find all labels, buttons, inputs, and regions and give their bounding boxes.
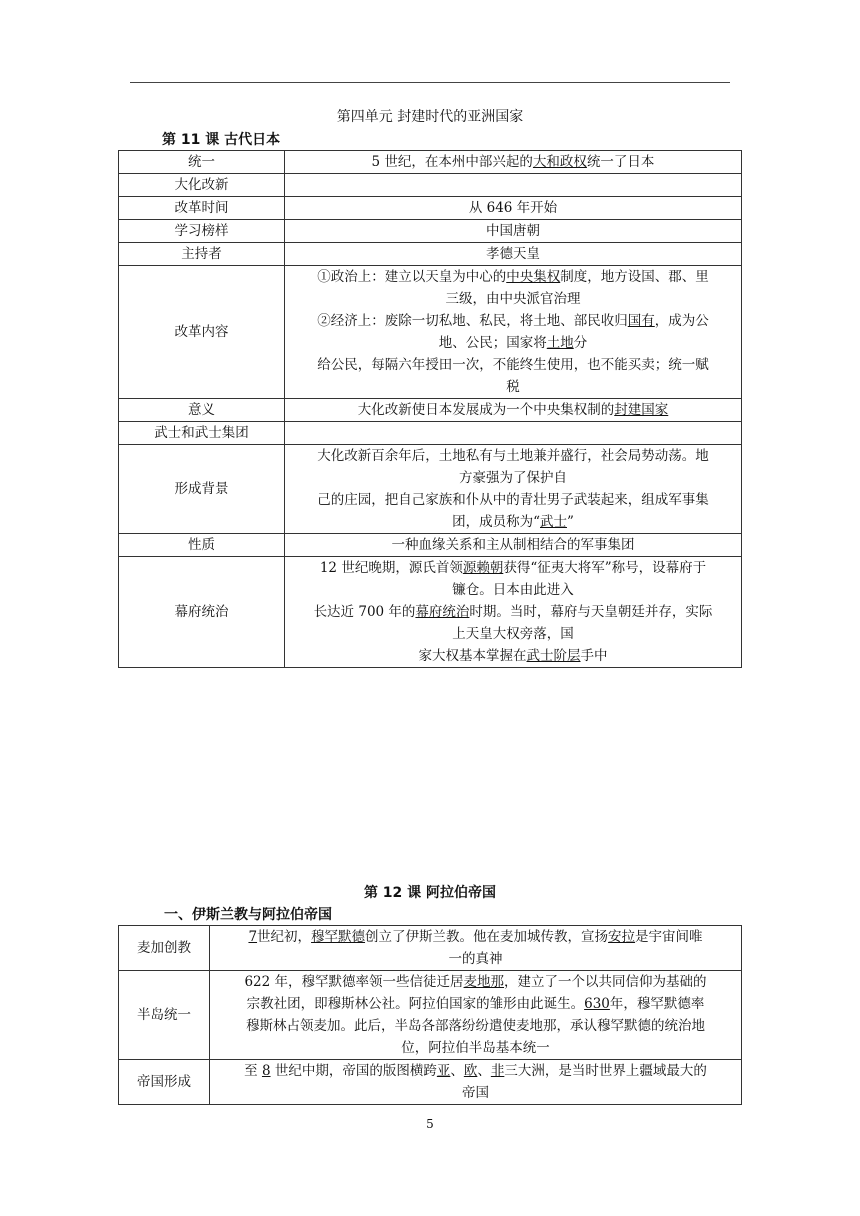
row-key: 半岛统一 bbox=[119, 971, 210, 1060]
row-value: 大化改新百余年后，土地私有与土地兼并盛行，社会局势动荡。地 方豪强为了保护自 己的庄园，把自己家族和仆从中的青壮男子武装起来，组成军事集 团，成员称为“武士” bbox=[285, 445, 742, 534]
table-row bbox=[119, 1060, 742, 1105]
table-row bbox=[119, 243, 742, 266]
section-title: 一、伊斯兰教与阿拉伯帝国 bbox=[164, 907, 332, 923]
underlined-term: 欧 bbox=[463, 1063, 478, 1079]
lesson-12-title: 第 12 课 阿拉伯帝国 bbox=[363, 885, 497, 901]
row-value: 至 8 世纪中期，帝国的版图横跨亚、欧、非三大洲，是当时世界上疆域最大的 帝国 bbox=[210, 1060, 742, 1105]
underlined-term: 封建国家 bbox=[614, 402, 669, 418]
underlined-term: 幕府统治 bbox=[415, 604, 470, 620]
row-key: 性质 bbox=[119, 534, 285, 557]
table-row bbox=[119, 197, 742, 220]
underlined-term: 麦地那 bbox=[463, 974, 505, 990]
table-row bbox=[119, 266, 742, 399]
row-value: 7世纪初，穆罕默德创立了伊斯兰教。他在麦加城传教，宣扬安拉是宇宙间唯 一的真神 bbox=[210, 926, 742, 971]
underlined-term: 亚 bbox=[436, 1063, 451, 1079]
row-key: 武士和武士集团 bbox=[119, 422, 285, 445]
underlined-term: 8 bbox=[261, 1063, 271, 1079]
row-value bbox=[285, 422, 742, 445]
table-row bbox=[119, 422, 742, 445]
unit-title: 第四单元 封建时代的亚洲国家 bbox=[336, 109, 524, 125]
table-row bbox=[119, 445, 742, 534]
row-value: 一种血缘关系和主从制相结合的军事集团 bbox=[285, 534, 742, 557]
table-row bbox=[119, 399, 742, 422]
underlined-term: 安拉 bbox=[608, 929, 636, 945]
underlined-term: 武士阶层 bbox=[526, 648, 581, 664]
underlined-term: 大和政权 bbox=[532, 154, 587, 170]
row-value: 大化改新使日本发展成为一个中央集权制的封建国家 bbox=[285, 399, 742, 422]
row-value: 5 世纪，在本州中部兴起的大和政权统一了日本 bbox=[285, 151, 742, 174]
underlined-term: 国有 bbox=[627, 313, 655, 329]
underlined-term: 非 bbox=[490, 1063, 505, 1079]
table-row bbox=[119, 174, 742, 197]
lesson-11-title: 第 11 课 古代日本 bbox=[162, 132, 281, 148]
row-value: 12 世纪晚期，源氏首领源赖朝获得“征夷大将军”称号，设幕府于 镰仓。日本由此进入 长达近 700 年的幕府统治时期。当时，幕府与天皇朝廷并存，实际 上天皇大权旁落，国 家大权基本掌握在武士阶层手中 bbox=[285, 557, 742, 668]
underlined-term: 土地 bbox=[546, 335, 574, 351]
underlined-term: 穆罕默德 bbox=[311, 929, 366, 945]
page-number: 5 bbox=[426, 1117, 434, 1131]
row-key: 主持者 bbox=[119, 243, 285, 266]
row-key: 帝国形成 bbox=[119, 1060, 210, 1105]
table-row bbox=[119, 151, 742, 174]
row-key: 形成背景 bbox=[119, 445, 285, 534]
table-row bbox=[119, 220, 742, 243]
row-value: 中国唐朝 bbox=[285, 220, 742, 243]
row-key: 学习榜样 bbox=[119, 220, 285, 243]
underlined-term: 武士 bbox=[540, 514, 567, 530]
table-row bbox=[119, 926, 742, 971]
row-key: 麦加创教 bbox=[119, 926, 210, 971]
header-rule bbox=[130, 82, 730, 83]
row-value: 622 年，穆罕默德率领一些信徒迁居麦地那，建立了一个以共同信仰为基础的 宗教社团，即穆斯林公社。阿拉伯国家的雏形由此诞生。630年，穆罕默德率 穆斯林占领麦加。此后，半岛各部落纷纷遣使麦地那，承认穆罕默德的统治地 位，阿拉伯半岛基本统一 bbox=[210, 971, 742, 1060]
underlined-term: 630 bbox=[584, 996, 610, 1012]
row-value: 孝德天皇 bbox=[285, 243, 742, 266]
row-value: ①政治上：建立以天皇为中心的中央集权制度，地方设国、郡、里 三级，由中央派官治理 ②经济上：废除一切私地、私民，将土地、部民收归国有，成为公 地、公民；国家将土地分 给公民，每隔六年授田一次，不能终生使用，也不能买卖；统一赋 税 bbox=[285, 266, 742, 399]
table-row bbox=[119, 971, 742, 1060]
row-key: 改革内容 bbox=[119, 266, 285, 399]
row-key: 意义 bbox=[119, 399, 285, 422]
row-key: 改革时间 bbox=[119, 197, 285, 220]
row-key: 大化改新 bbox=[119, 174, 285, 197]
table-row bbox=[119, 557, 742, 668]
row-value bbox=[285, 174, 742, 197]
row-key: 幕府统治 bbox=[119, 557, 285, 668]
underlined-term: 源赖朝 bbox=[462, 560, 504, 576]
row-key: 统一 bbox=[119, 151, 285, 174]
lesson-12-table bbox=[118, 925, 742, 1105]
row-value: 从 646 年开始 bbox=[285, 197, 742, 220]
underlined-term: 中央集权 bbox=[506, 269, 561, 285]
lesson-11-table bbox=[118, 150, 742, 668]
underlined-term: 7 bbox=[248, 929, 258, 945]
table-row bbox=[119, 534, 742, 557]
